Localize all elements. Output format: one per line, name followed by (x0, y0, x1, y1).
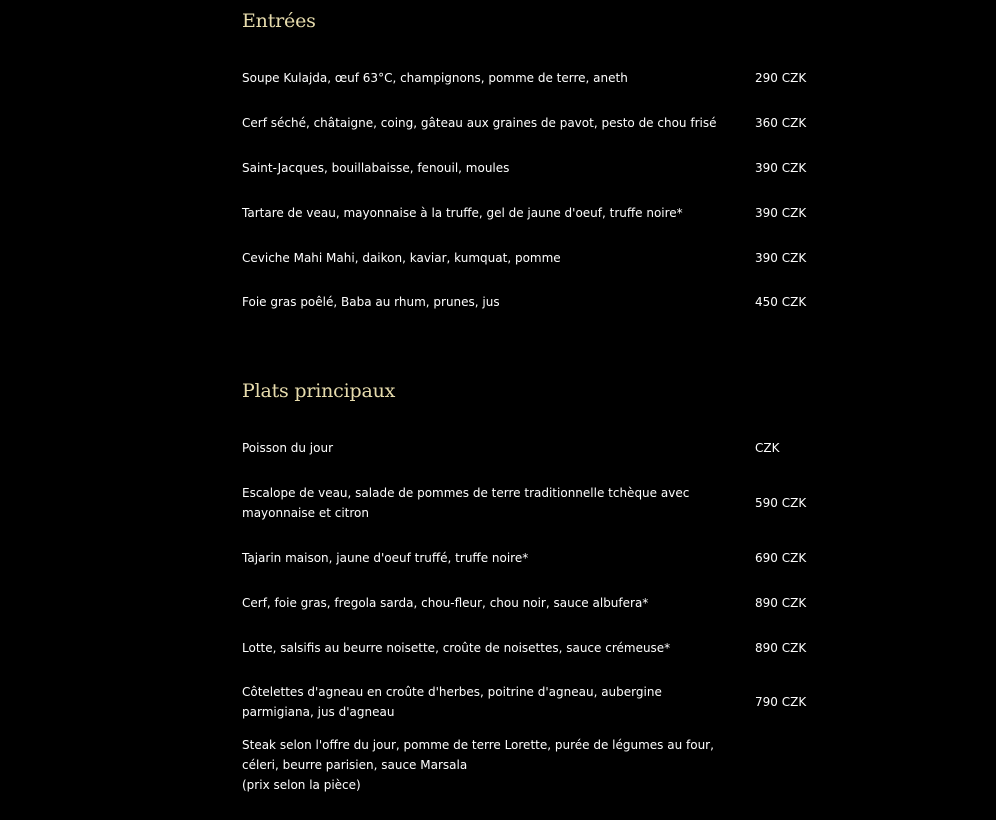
item-name: Ceviche Mahi Mahi, daikon, kaviar, kumquat, pomme (242, 250, 561, 265)
item-name: Escalope de veau, salade de pommes de terre traditionnelle tchèque avec mayonnaise et citron (242, 486, 690, 521)
item-price: CZK (755, 441, 780, 456)
item-name: Soupe Kulajda, œuf 63°C, champignons, pomme de terre, aneth (242, 71, 628, 86)
menu-item (242, 735, 812, 803)
item-price: 360 CZK (755, 116, 807, 131)
item-price: 390 CZK (755, 250, 807, 265)
item-price: 890 CZK (755, 640, 807, 655)
entrees-list (242, 56, 812, 325)
item-name: Cerf, foie gras, fregola sarda, chou-fleur, chou noir, sauce albufera* (242, 595, 649, 610)
item-price: 450 CZK (755, 295, 807, 310)
item-price: 390 CZK (755, 160, 807, 175)
menu-item (242, 625, 812, 670)
item-price: 290 CZK (755, 71, 807, 86)
menu (242, 0, 812, 803)
section-title-plats-principaux: Plats principaux (242, 379, 396, 402)
menu-item (242, 101, 812, 146)
item-price: 390 CZK (755, 205, 807, 220)
item-name: Côtelettes d'agneau en croûte d'herbes, poitrine d'agneau, aubergine parmigiana, jus d'agneau (242, 685, 662, 720)
section-spacer (242, 325, 812, 382)
item-name: Foie gras poêlé, Baba au rhum, prunes, jus (242, 295, 500, 310)
menu-item (242, 426, 812, 471)
menu-item (242, 536, 812, 581)
section-title-entrees: Entrées (242, 10, 316, 32)
menu-item (242, 580, 812, 625)
item-price-note: (prix selon la pièce) (242, 777, 361, 792)
item-name: Tartare de veau, mayonnaise à la truffe, gel de jaune d'oeuf, truffe noire* (242, 205, 683, 220)
menu-item (242, 146, 812, 191)
item-name: Cerf séché, châtaigne, coing, gâteau aux graines de pavot, pesto de chou frisé (242, 116, 717, 131)
item-name: Lotte, salsifis au beurre noisette, croûte de noisettes, sauce crémeuse* (242, 640, 671, 655)
menu-item (242, 235, 812, 280)
menu-item (242, 280, 812, 325)
item-name: Saint-Jacques, bouillabaisse, fenouil, moules (242, 160, 510, 175)
menu-item (242, 670, 812, 735)
menu-item (242, 56, 812, 101)
item-price: 690 CZK (755, 550, 807, 565)
item-price: 590 CZK (755, 496, 807, 511)
item-description: Steak selon l'offre du jour, pomme de terre Lorette, purée de légumes au four, céleri, beurre parisien, sauce Marsala (242, 737, 714, 772)
item-name (242, 735, 732, 795)
item-price: 890 CZK (755, 595, 807, 610)
menu-item (242, 190, 812, 235)
plats-list (242, 426, 812, 803)
item-name: Tajarin maison, jaune d'oeuf truffé, truffe noire* (242, 550, 529, 565)
item-price: 790 CZK (755, 695, 807, 710)
menu-item (242, 471, 812, 536)
item-name: Poisson du jour (242, 441, 334, 456)
